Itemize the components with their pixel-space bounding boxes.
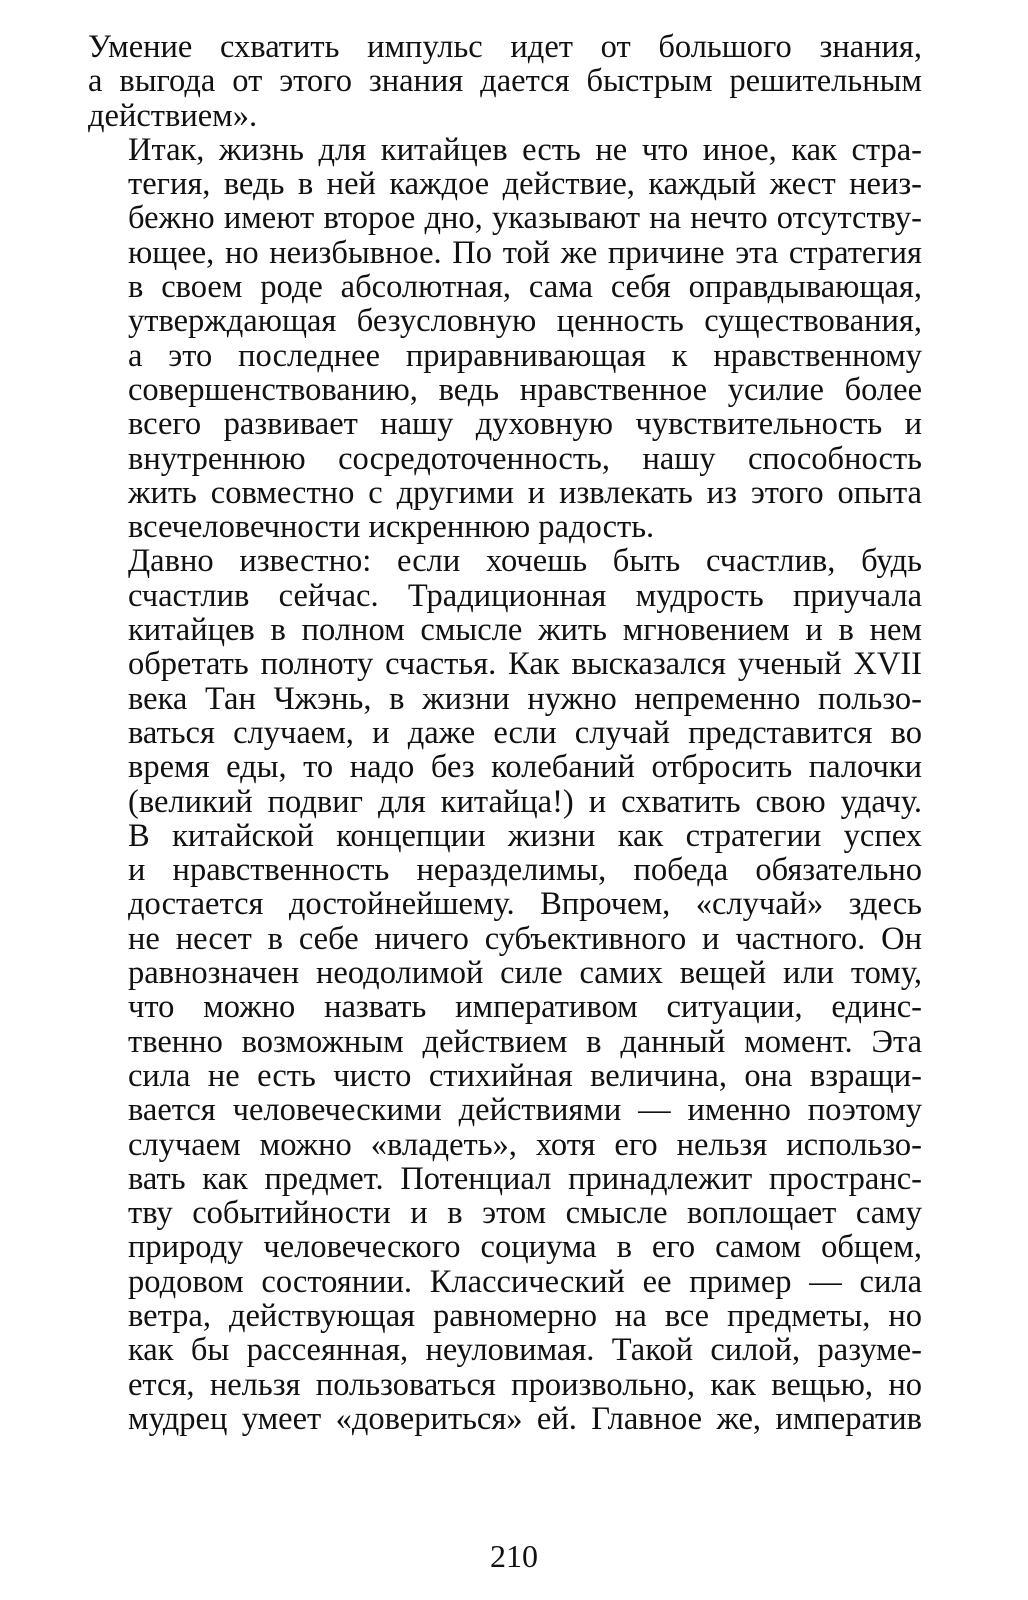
text-line: мудрец умеет «довериться» ей. Главное же, императив [128, 1401, 922, 1437]
text-line: совершенствованию, ведь нравственное усилие более [128, 372, 922, 408]
text-line: действием». [88, 98, 258, 133]
text-line: жить совместно с другими и извлекать из этого опыта [128, 475, 922, 511]
paragraph-2 [88, 133, 922, 545]
text-line: тегия, ведь в ней каждое действие, каждый жест неиз- [128, 167, 922, 202]
text-line: внутреннюю сосредоточенность, нашу способность [128, 441, 922, 476]
text-line: достается достойнейшему. Впрочем, «случай» здесь [128, 887, 922, 922]
text-line: а выгода от этого знания дается быстрым решительным [88, 64, 922, 99]
text-line: китайцев в полном смысле жить мгновением и в нем [128, 613, 922, 648]
text-line: в своем роде абсолютная, сама себя оправдывающая, [128, 270, 922, 305]
text-line: Давно известно: если хочешь быть счастлив, будь [128, 544, 922, 579]
text-line: Умение схватить импульс идет от большого знания, [88, 30, 922, 65]
text-line: не несет в себе ничего субъективного и частного. Он [128, 921, 922, 957]
text-line: что можно назвать императивом ситуации, единс- [128, 990, 922, 1025]
text-line: случаем можно «владеть», хотя его нельзя использо- [128, 1127, 922, 1162]
text-line: утверждающая безусловную ценность существования, [128, 304, 922, 339]
text-line: сила не есть чисто стихийная величина, она взращи- [128, 1058, 922, 1094]
text-line: равнозначен неодолимой силе самих вещей или тому, [128, 956, 922, 991]
text-line: века Тан Чжэнь, в жизни нужно непременно пользо- [128, 681, 922, 716]
text-line: ющее, но неизбывное. По той же причине эта стратегия [128, 235, 922, 271]
text-line: вать как предмет. Потенциал принадлежит пространс- [128, 1161, 922, 1197]
text-line: счастлив сейчас. Традиционная мудрость приучала [128, 578, 922, 614]
text-line: обретать полноту счастья. Как высказался ученый XVII [128, 647, 922, 682]
text-line: родовом состоянии. Классический ее пример — сила [128, 1264, 922, 1299]
page-number: 210 [490, 1538, 538, 1574]
text-line: ется, нельзя пользоваться произвольно, как вещью, но [128, 1367, 922, 1402]
paragraph-1 [88, 30, 922, 133]
text-line: Итак, жизнь для китайцев есть не что иное, как стра- [128, 132, 922, 168]
text-line: (великий подвиг для китайца!) и схватить свою удачу. [128, 784, 922, 819]
text-line: В китайской концепции жизни как стратегии успех [128, 818, 922, 854]
text-line: всечеловечности искреннюю радость. [128, 510, 655, 545]
text-line: ваться случаем, и даже если случай представится во [128, 715, 922, 751]
text-line: вается человеческими действиями — именно поэтому [128, 1093, 922, 1128]
text-line: и нравственность неразделимы, победа обязательно [128, 853, 922, 888]
text-line: бежно имеют второе дно, указывают на нечто отсутству- [128, 201, 922, 236]
text-line: твенно возможным действием в данный момент. Эта [128, 1024, 922, 1059]
text-line: всего развивает нашу духовную чувствительность и [128, 407, 922, 442]
paragraph-3 [88, 544, 922, 1436]
text-line: тву событийности и в этом смысле воплощает саму [128, 1196, 922, 1231]
page-body [88, 30, 922, 1570]
text-line: природу человеческого социума в его самом общем, [128, 1230, 922, 1265]
text-line: ветра, действующая равномерно на все предметы, но [128, 1298, 922, 1334]
text-line: время еды, то надо без колебаний отбросить палочки [128, 750, 922, 785]
text-line: а это последнее приравнивающая к нравственному [128, 338, 922, 373]
text-line: как бы рассеянная, неуловимая. Такой силой, разуме- [128, 1333, 922, 1368]
